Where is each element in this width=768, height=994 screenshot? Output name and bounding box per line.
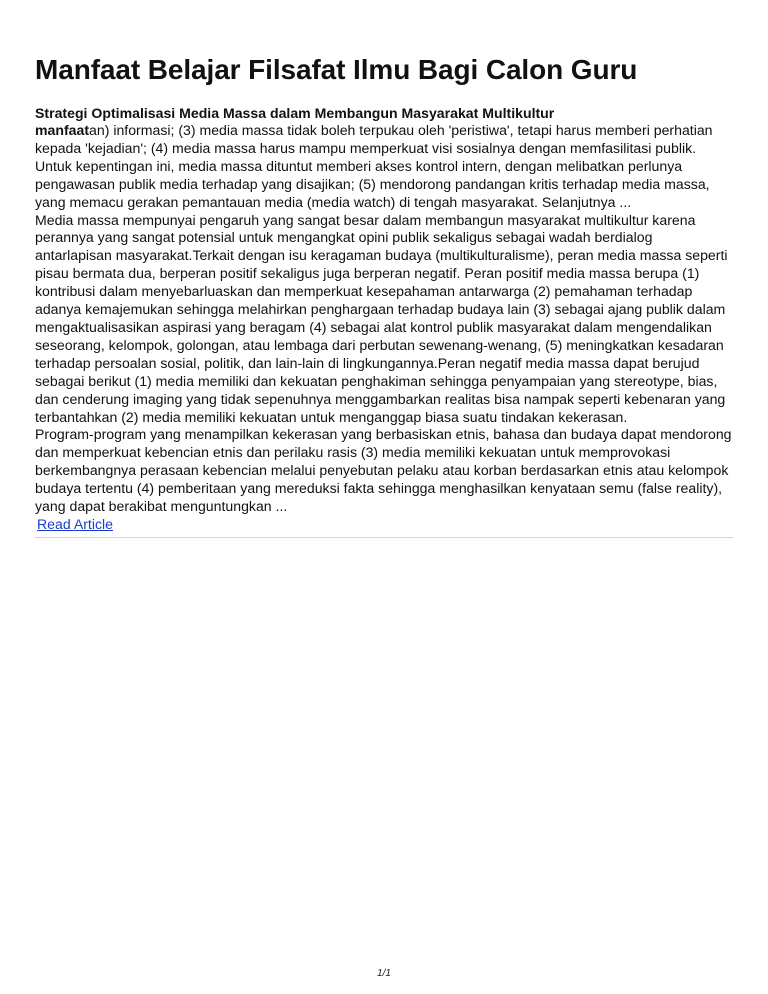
- article-paragraph-2: Media massa mempunyai pengaruh yang sangat besar dalam membangun masyarakat multikultur karena perannya yang sangat potensial untuk mengangkat opini publik sekaligus sebagai wadah berdialog antarlapisan masyarakat.Terkait dengan isu keragaman budaya (multikulturalisme), peran media massa seperti pisau bermata dua, berperan positif sekaligus juga berperan negatif. Peran positif media massa berupa (1) kontribusi dalam menyebarluaskan dan memperkuat kesepahaman antarwarga (2) pemahaman terhadap adanya kemajemukan sehingga melahirkan penghargaan terhadap budaya lain (3) sebagai ajang publik dalam mengaktualisasikan aspirasi yang beragam (4) sebagai alat kontrol publik masyarakat dalam mengendalikan seseorang, kelompok, golongan, atau lembaga dari perbutan sewenang-wenang, (5) meningkatkan kesadaran terhadap persoalan sosial, politik, dan lain-lain di lingkungannya.Peran negatif media massa dapat berujud sebagai berikut (1) media memiliki dan kekuatan penghakiman sehingga penyampaian yang stereotype, bias, dan cenderung imaging yang tidak sepenuhnya menggambarkan realitas bisa nampak seperti kebenaran yang terbantahkan (2) media memiliki kekuatan untuk menganggap biasa suatu tindakan kekerasan.: [35, 211, 728, 425]
- read-article-link[interactable]: Read Article: [37, 515, 113, 532]
- page-number: 1/1: [377, 968, 391, 979]
- article-paragraph-3: Program-program yang menampilkan kekerasan yang berbasiskan etnis, bahasa dan budaya dapat mendorong dan memperkuat kebencian etnis dan perilaku rasis (3) media memiliki kekuatan untuk memprovokasi berkembangnya perasaan kebencian melalui penyebutan pelaku atau korban berdasarkan etnis atau kelompok budaya tertentu (4) pemberitaan yang mereduksi fakta sehingga menghasilkan kenyataan semu (false reality), yang dapat berakibat menguntungkan ...: [35, 426, 732, 515]
- page-title: Manfaat Belajar Filsafat Ilmu Bagi Calon Guru: [35, 54, 638, 85]
- article-body: [35, 122, 733, 534]
- highlighted-keyword: manfaat: [35, 122, 90, 138]
- article-paragraph-1-text: an) informasi; (3) media massa tidak boleh terpukau oleh 'peristiwa', tetapi harus memberi perhatian kepada 'kejadian'; (4) media massa harus mampu memperkuat visi sosialnya dengan memfasilitasi publik. Untuk kepentingan ini, media massa dituntut memberi akses kontrol intern, dengan melibatkan perlunya pengawasan publik media terhadap yang disajikan; (5) mendorong pandangan kritis terhadap media massa, yang memacu gerakan pemantauan media (media watch) di tengah masyarakat. Selanjutnya ...: [35, 122, 713, 210]
- article-entry: [35, 104, 733, 534]
- article-title: Strategi Optimalisasi Media Massa dalam Membangun Masyarakat Multikultur: [35, 105, 555, 121]
- article-paragraph-1: [35, 122, 733, 212]
- article-divider: [35, 537, 733, 538]
